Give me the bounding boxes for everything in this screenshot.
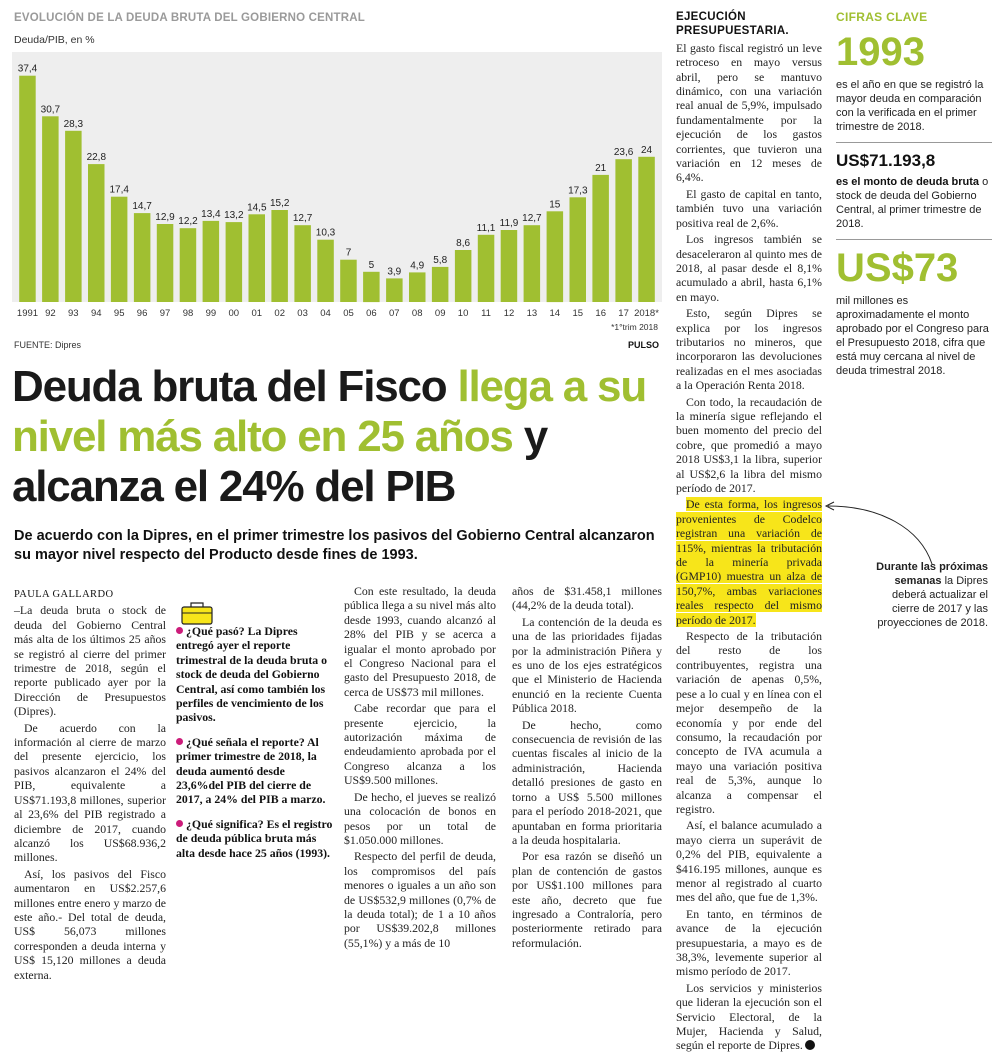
x-tick-label: 09 bbox=[434, 308, 446, 319]
bar-value-label: 17,4 bbox=[109, 184, 129, 196]
paragraph: De hecho, el jueves se realizó una colocación de bonos en pesos por un total de $1.050.000 millones. bbox=[344, 789, 496, 847]
chart-footnote: *1°trim 2018 bbox=[611, 322, 658, 332]
bar-value-label: 28,3 bbox=[63, 118, 84, 130]
x-tick-label: 15 bbox=[572, 308, 584, 319]
bar-value-label: 14,7 bbox=[132, 201, 152, 213]
x-tick-label: 05 bbox=[343, 308, 354, 319]
paragraph: La contención de la deuda es una de las prioridades fijadas por la administración Piñera y es uno de los ejes estratégicos que el Ministerio de Hacienda enunció en la reciente Cuenta Pública 2018. bbox=[512, 614, 662, 716]
headline bbox=[12, 362, 662, 512]
bar-17 bbox=[615, 159, 632, 302]
paragraph: Así, el balance acumulado a mayo cierra un superávit de 0,2% del PIB, equivalente a $416.195 millones, aunque es menor al registrado al cuarto mes del año, que fue de 1,3%. bbox=[676, 818, 822, 905]
pointer-arrow-icon bbox=[820, 498, 940, 568]
bar-97 bbox=[157, 224, 174, 302]
bar-value-label: 11,1 bbox=[476, 222, 496, 234]
divider bbox=[836, 239, 992, 240]
bar-value-label: 37,4 bbox=[17, 63, 38, 75]
paragraph: El gasto de capital en tanto, también tuvo una variación positiva real de 2,6%. bbox=[676, 186, 822, 230]
x-tick-label: 17 bbox=[618, 308, 629, 319]
key-figure-year: 1993 bbox=[836, 30, 925, 74]
bar-07 bbox=[386, 278, 403, 302]
highlight-text: De esta forma, los ingresos provenientes de Codelco registran una variación de 115%, mientras la tributación de la minería privada (GMP10) muestra un alza de 150,7%, ambas variaciones reales respecto del mismo período de 2017. bbox=[676, 497, 822, 627]
bar-16 bbox=[592, 175, 609, 302]
x-tick-label: 02 bbox=[274, 308, 285, 319]
bar-value-label: 12,2 bbox=[178, 216, 198, 228]
x-tick-label: 11 bbox=[481, 308, 491, 319]
x-tick-label: 03 bbox=[297, 308, 308, 319]
bar-value-label: 15 bbox=[549, 199, 561, 211]
bar-10 bbox=[455, 250, 472, 302]
bullet-icon bbox=[176, 738, 183, 745]
bar-12 bbox=[501, 230, 518, 302]
x-tick-label: 94 bbox=[91, 308, 102, 319]
chart-plot-area bbox=[12, 52, 662, 302]
x-tick-label: 13 bbox=[526, 308, 538, 319]
bar-value-label: 12,9 bbox=[155, 212, 175, 223]
paragraph-text: Los servicios y ministerios que lideran la ejecución son el Servicio Electoral, de la Mujer, Hacienda y Salud, según el reporte de Dipres. bbox=[676, 980, 822, 1053]
bar-value-label: 3,9 bbox=[387, 266, 402, 278]
paragraph: –La deuda bruta o stock de deuda del Gobierno Central más alta de los últimos 25 años se registró al cierre del primer trimestre de 2018, según el reporte publicado ayer por la Dirección de Presupuestos (Dipres). bbox=[14, 603, 166, 719]
body-column-1 bbox=[14, 588, 166, 984]
bar-11 bbox=[478, 235, 495, 302]
paragraph: Así, los pasivos del Fisco aumentaron en US$2.257,6 millones entre enero y marzo de este año.- Del total de deuda, US$ 56,073 millones corresponden a deuda interna y US$ 15,120 millones a deuda externa. bbox=[14, 866, 166, 982]
x-tick-label: 10 bbox=[457, 308, 469, 319]
bar-02 bbox=[271, 210, 288, 302]
paragraph: Cabe recordar que para el presente ejercicio, la autorización máxima de endeudamiento aprobada por el Congreso alcanza a los US$9.500 millones. bbox=[344, 701, 496, 788]
bar-value-label: 7 bbox=[345, 247, 352, 259]
paragraph: Con todo, la recaudación de la minería sigue reflejando el buen momento del precio del cobre, que promedió a mayo 2018 US$3,1 la libra, superior al US$2,6 la libra del mismo período de 2017. bbox=[676, 394, 822, 495]
bar-93 bbox=[65, 131, 82, 302]
bar-value-label: 12,7 bbox=[292, 213, 313, 225]
headline-part1: Deuda bruta del Fisco bbox=[12, 362, 458, 411]
bar-13 bbox=[524, 225, 541, 302]
x-tick-label: 1991 bbox=[16, 308, 39, 319]
bar-value-label: 13,2 bbox=[224, 210, 244, 222]
x-tick-label: 04 bbox=[320, 308, 331, 319]
byline: PAULA GALLARDO bbox=[14, 589, 114, 600]
bar-value-label: 30,7 bbox=[40, 104, 61, 116]
paragraph bbox=[676, 981, 822, 1053]
bar-value-label: 4,9 bbox=[410, 260, 425, 272]
x-tick-label: 07 bbox=[389, 308, 400, 319]
caption-bold: Durante las próximas semanas bbox=[876, 561, 988, 587]
divider bbox=[836, 142, 992, 143]
x-tick-label: 01 bbox=[251, 308, 263, 319]
bar-value-label: 12,7 bbox=[522, 213, 542, 225]
paragraph: El gasto fiscal registró un leve retroceso en mayo versus abril, pero se mantuvo dinámico, con una variación real anual de 5,9%, impulsado fundamentalmente por la ejecución de los gastos corrientes, que tuvieron una variación en 12 meses de 6,4%. bbox=[676, 40, 822, 185]
bar-14 bbox=[547, 211, 564, 302]
bar-98 bbox=[180, 228, 197, 302]
end-mark-icon bbox=[805, 1040, 815, 1050]
key-figure-text: es el año en que se registró la mayor deuda en comparación con la verificada en el primer trimestre de 2018. bbox=[836, 79, 984, 133]
x-tick-label: 16 bbox=[595, 308, 606, 319]
key-figure-debt: US$71.193,8 bbox=[836, 151, 936, 170]
key-figure-text bbox=[836, 175, 992, 231]
bar-92 bbox=[42, 116, 59, 302]
paragraph: Respecto del perfil de deuda, los compromisos del país menores o iguales a un año son de US$532,9 millones (0,7% de la deuda total); de 1 a 10 años por US$39.202,8 millones (55,1%) y a más de 10 bbox=[344, 849, 496, 950]
bar-value-label: 5,8 bbox=[433, 254, 448, 266]
chart-source: FUENTE: Dipres bbox=[14, 340, 82, 350]
chart-y-axis-label: Deuda/PIB, en % bbox=[14, 34, 95, 46]
bar-96 bbox=[134, 213, 151, 302]
paragraph: En tanto, en términos de avance de la ejecución presupuestaria, a mayo es de 38,3%, levemente superior al mismo período de 2017. bbox=[676, 906, 822, 979]
paragraph: años de $31.458,1 millones (44,2% de la deuda total). bbox=[512, 584, 662, 613]
bar-05 bbox=[340, 260, 357, 302]
x-tick-label: 2018* bbox=[634, 308, 659, 319]
highlighted-paragraph bbox=[676, 497, 822, 627]
section-title: EJECUCIÓN PRESUPUESTARIA. bbox=[676, 11, 789, 38]
qa-answer: Al primer trimestre de 2018, la deuda aumentó desde 23,6%del PIB del cierre de 2017, a 24% del PIB a marzo. bbox=[176, 734, 326, 807]
x-tick-label: 92 bbox=[45, 308, 56, 319]
bar-value-label: 22,8 bbox=[86, 152, 107, 164]
x-tick-label: 12 bbox=[503, 308, 515, 319]
qa-item bbox=[176, 735, 334, 807]
bullet-icon bbox=[176, 820, 183, 827]
bar-95 bbox=[111, 197, 128, 302]
bar-99 bbox=[203, 221, 220, 302]
paragraph: De acuerdo con la información al cierre de marzo del presente ejercicio, los pasivos alcanzaron el 24% del PIB, equivalente a US$71.193,8 millones, superior al 23,6% del PIB registrado a diciembre de 2017, cuando alcanzó los US$68.936,2 millones. bbox=[14, 720, 166, 865]
sidebar-title: CIFRAS CLAVE bbox=[836, 10, 928, 24]
key-figure-bold: es el monto de deuda bruta bbox=[836, 176, 980, 188]
paragraph: Los ingresos también se desaceleraron al quinto mes de 2018, al pasar desde el 8,1% acumulado a abril, hasta 6,1% en mayo. bbox=[676, 232, 822, 304]
photo-caption bbox=[862, 560, 988, 630]
paragraph: Esto, según Dipres se explica por los ingresos tributarios no mineros, que incorporaron las devoluciones realizadas en el mes asociadas a la Operación Renta 2018. bbox=[676, 306, 822, 393]
caption-text: la Dipres deberá actualizar el cierre de 2017 y las proyecciones de 2018. bbox=[877, 575, 988, 629]
bar-08 bbox=[409, 272, 426, 302]
bar-value-label: 11,9 bbox=[499, 218, 519, 229]
qa-item bbox=[176, 817, 334, 860]
bar-value-label: 14,5 bbox=[247, 202, 267, 214]
qa-question: ¿Qué significa? bbox=[186, 816, 264, 831]
qa-answer: La Dipres entregó ayer el reporte trimestral de la deuda bruta o stock de deuda del Gobierno Central, así como también los perfiles de vencimiento de los pasivos. bbox=[176, 624, 328, 725]
bar-value-label: 13,4 bbox=[201, 208, 221, 220]
x-tick-label: 93 bbox=[68, 308, 79, 319]
bar-09 bbox=[432, 267, 449, 302]
key-figure-text: mil millones es aproximadamente el monto aprobado por el Congreso para el Presupuesto 2018, cifra que está muy cercana al nivel de deuda trimestral 2018. bbox=[836, 295, 989, 377]
qa-box bbox=[176, 598, 334, 870]
x-tick-label: 08 bbox=[411, 308, 423, 319]
key-figures-sidebar bbox=[836, 10, 992, 378]
debt-bar-chart bbox=[12, 52, 662, 342]
qa-question: ¿Qué pasó? bbox=[186, 624, 245, 638]
bar-1991 bbox=[19, 76, 36, 302]
x-tick-label: 06 bbox=[366, 308, 377, 319]
body-column-3 bbox=[344, 584, 496, 952]
bar-value-label: 23,6 bbox=[613, 147, 634, 159]
bar-value-label: 17,3 bbox=[568, 185, 588, 197]
key-figure-rest: o stock de deuda del Gobierno Central, al primer trimestre de 2018. bbox=[836, 176, 989, 230]
x-tick-label: 97 bbox=[159, 308, 171, 319]
bar-value-label: 24 bbox=[640, 144, 653, 156]
paragraph: De hecho, como consecuencia de revisión de las cuentas fiscales al inicio de la administración, Hacienda detalló presiones de gasto en torno a US$ 5.500 millones para el período 2018-2021, que apuntaban en forma prioritaria a la deuda hospitalaria. bbox=[512, 717, 662, 847]
key-figure-budget: US$73 bbox=[836, 246, 959, 290]
paragraph: Por esa razón se diseñó un plan de contención de gastos por US$1.100 millones para este año, decreto que fue ingresado a Contraloría, pero posteriormente retirado para reformulación. bbox=[512, 849, 662, 950]
x-tick-label: 14 bbox=[549, 308, 561, 319]
bar-04 bbox=[317, 240, 334, 302]
body-column-5 bbox=[676, 10, 822, 1055]
qa-answer: Es el registro de deuda pública bruta más alta desde hace 25 años (1993). bbox=[176, 816, 333, 860]
bar-value-label: 15,2 bbox=[269, 198, 290, 209]
headline-part3: y alcanza el 24% del PIB bbox=[12, 412, 547, 511]
bar-value-label: 5 bbox=[368, 259, 375, 271]
paragraph: Respecto de la tributación del resto de los contribuyentes, registra una variación de apenas 0,5%, pese a lo cual y en línea con el mejor desempeño de la economía y por ende del consumo, la recaudación por concepto de IVA acumula a mayo una variación positiva real de 5,3%, aunque lo alcanza a compensar el registro. bbox=[676, 629, 822, 816]
bar-03 bbox=[294, 225, 311, 302]
headline-highlight: llega a su nivel más alto en 25 años bbox=[12, 362, 647, 461]
x-tick-label: 00 bbox=[228, 308, 240, 319]
bullet-icon bbox=[176, 627, 183, 634]
bar-value-label: 21 bbox=[595, 162, 607, 174]
bar-value-label: 8,6 bbox=[456, 238, 471, 249]
x-tick-label: 98 bbox=[182, 308, 194, 319]
subheadline: De acuerdo con la Dipres, en el primer trimestre los pasivos del Gobierno Central alcanzaron su mayor nivel respecto del Producto desde fines de 1993. bbox=[14, 528, 655, 563]
paragraph: Con este resultado, la deuda pública llega a su nivel más alto desde 1993, cuando alcanzó al 28% del PIB y se acerca a igualar el monto aprobado por el Congreso Nacional para el gasto del Presupuesto 2018, de cerca de US$73 mil millones. bbox=[344, 584, 496, 699]
x-tick-label: 95 bbox=[113, 308, 125, 319]
x-tick-label: 96 bbox=[136, 308, 148, 319]
bar-06 bbox=[363, 272, 380, 302]
bar-2018* bbox=[638, 157, 655, 302]
qa-question: ¿Qué señala el reporte? bbox=[186, 734, 305, 749]
bar-94 bbox=[88, 164, 105, 302]
bar-value-label: 10,3 bbox=[315, 227, 336, 239]
x-tick-label: 99 bbox=[205, 308, 217, 319]
chart-brand: PULSO bbox=[628, 340, 660, 350]
chart-title: EVOLUCIÓN DE LA DEUDA BRUTA DEL GOBIERNO CENTRAL bbox=[14, 12, 365, 24]
qa-item bbox=[176, 624, 334, 725]
bar-00 bbox=[226, 222, 243, 302]
body-column-4 bbox=[512, 584, 662, 952]
bar-01 bbox=[249, 214, 266, 302]
bar-15 bbox=[570, 197, 587, 302]
